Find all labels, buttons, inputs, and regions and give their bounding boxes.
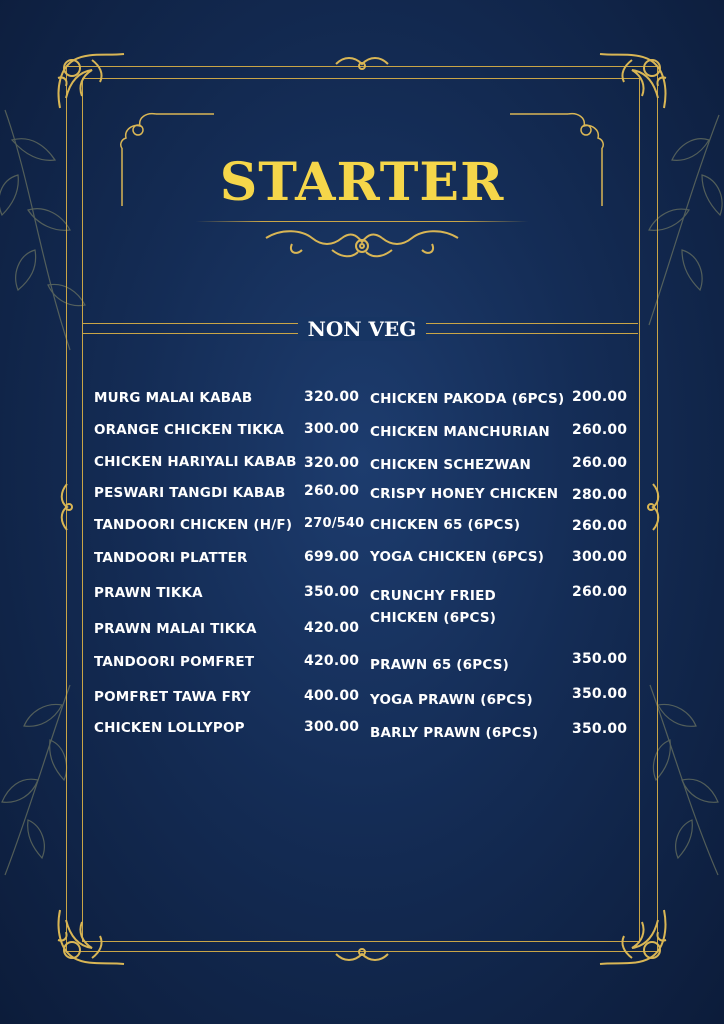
corner-ornament-icon [592,900,672,970]
menu-item-price: 320.00 [304,389,360,405]
section-title [0,317,724,341]
menu-item-name: CRUNCHY FRIED CHICKEN (6PCS) [370,588,497,626]
menu-item-price: 300.00 [572,549,628,565]
title-divider [196,221,528,222]
page-title: STARTER [219,152,505,213]
menu-item-price: 350.00 [304,584,360,600]
menu-item-price: 260.00 [572,584,628,600]
menu-item-name: CHICKEN PAKODA (6PCS) [370,391,565,407]
menu-item-name: PRAWN MALAI TIKKA [94,621,257,637]
menu-item-price: 280.00 [572,487,628,503]
flourish-icon [332,54,392,74]
menu-item-name: CHICKEN 65 (6PCS) [370,517,521,533]
menu-item-name: PRAWN TIKKA [94,585,203,601]
menu-item-name: TANDOORI POMFRET [94,654,255,670]
menu-item-price: 320.00 [304,455,360,471]
menu-item-name: CRISPY HONEY CHICKEN [370,486,559,502]
menu-item-name: BARLY PRAWN (6PCS) [370,725,539,741]
corner-ornament-icon [52,900,132,970]
menu-item-name: YOGA CHICKEN (6PCS) [370,549,545,565]
menu-item-price: 270/540 [304,516,365,531]
flourish-icon [58,482,76,532]
menu-item-name: PRAWN 65 (6PCS) [370,657,510,673]
menu-item-price: 300.00 [304,421,360,437]
menu-item-price: 350.00 [572,686,628,702]
menu-item-price: 260.00 [572,518,628,534]
menu-item-price: 400.00 [304,688,360,704]
menu-item-name: CHICKEN SCHEZWAN [370,457,531,473]
title-flourish-icon [262,224,462,264]
menu-item-name: TANDOORI PLATTER [94,550,248,566]
menu-item-price: 200.00 [572,389,628,405]
menu-item-price: 350.00 [572,651,628,667]
menu-item-name: CHICKEN LOLLYPOP [94,720,245,736]
menu-item-price: 260.00 [572,422,628,438]
menu-item-name: PESWARI TANGDI KABAB [94,485,286,501]
menu-item-name: TANDOORI CHICKEN (H/F) [94,517,293,533]
menu-item-name: CHICKEN HARIYALI KABAB [94,454,297,470]
flourish-icon [332,944,392,964]
section-title-text: NON VEG [298,317,427,341]
menu-item-price: 420.00 [304,653,360,669]
menu-item-price: 699.00 [304,549,360,565]
menu-item-price: 350.00 [572,721,628,737]
menu-item-name: CHICKEN MANCHURIAN [370,424,550,440]
menu-item-price: 260.00 [304,483,360,499]
menu-item-name: YOGA PRAWN (6PCS) [370,692,533,708]
menu-item-price: 260.00 [572,455,628,471]
menu-item-name: POMFRET TAWA FRY [94,689,251,705]
menu-item-price: 420.00 [304,620,360,636]
menu-item-name: ORANGE CHICKEN TIKKA [94,422,285,438]
menu-item-name: MURG MALAI KABAB [94,390,253,406]
flourish-icon [644,482,662,532]
menu-item-price: 300.00 [304,719,360,735]
